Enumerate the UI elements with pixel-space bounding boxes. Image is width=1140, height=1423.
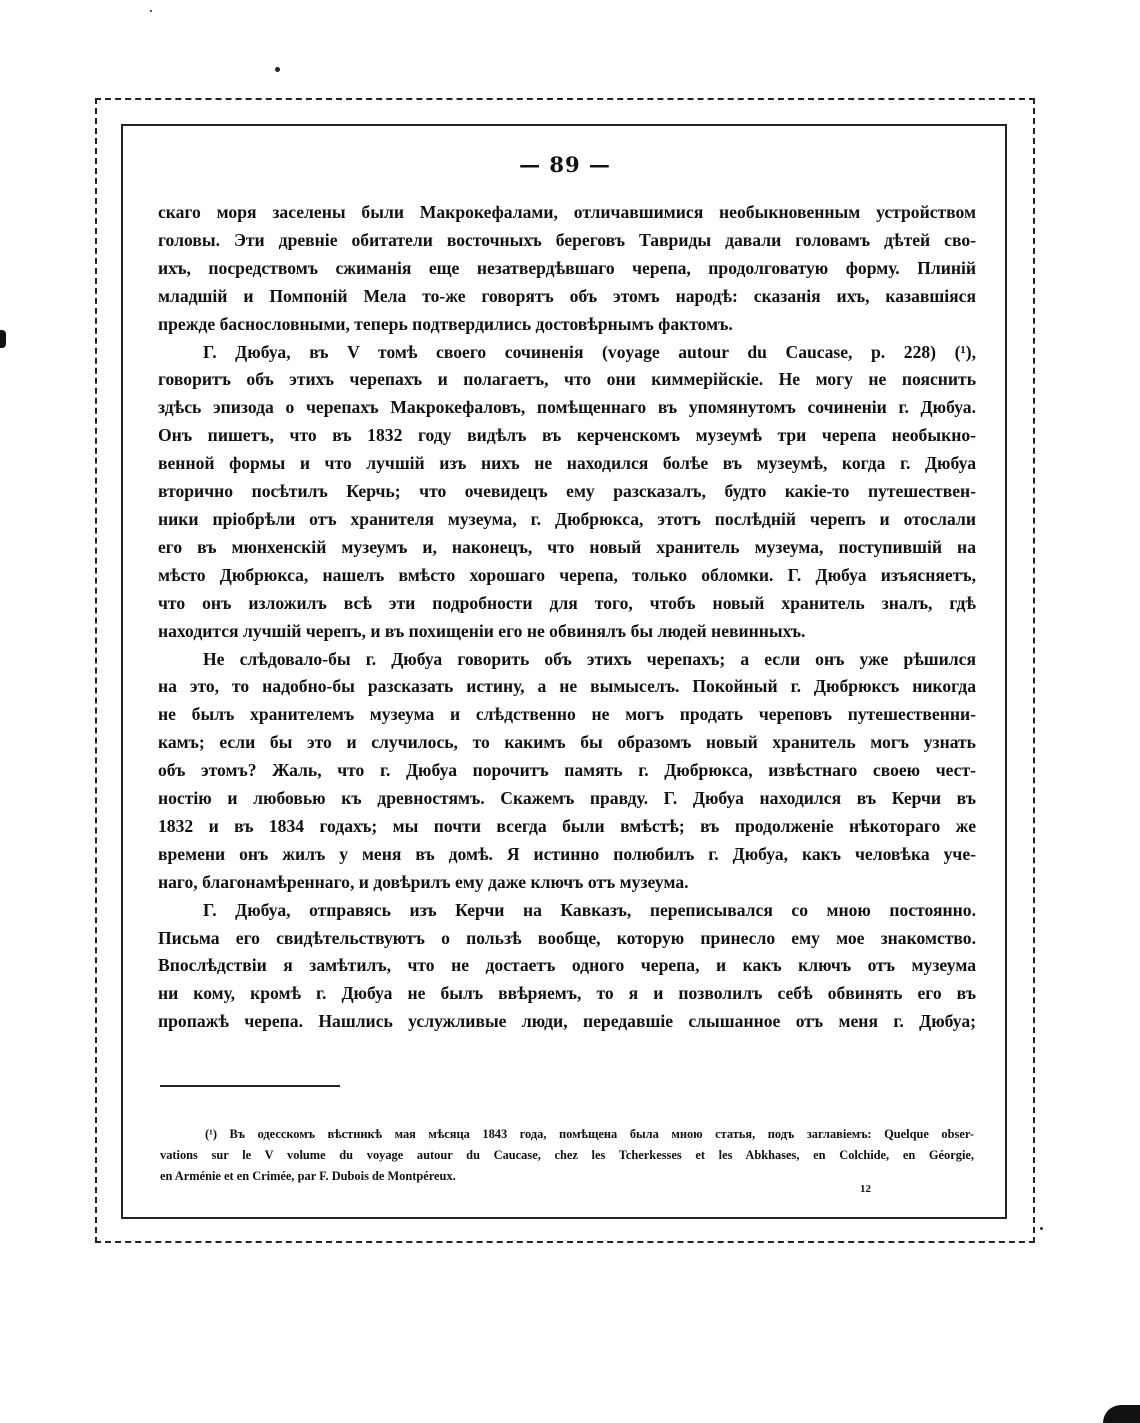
text-line: камъ; если бы это и случилось, то какимъ бы образомъ новый хранитель могъ узнать [158,732,976,753]
text-line: скаго моря заселены были Макрокефалами, отличавшимися необыкновенным устройством [158,202,976,222]
edge-mark [1103,1405,1140,1423]
text-line: на это, то надобно-бы разсказать истину, а не вымыселъ. Покойный г. Дюбрюксъ никогда [158,676,976,697]
text-line: ностію и любовью къ древностямъ. Скажемъ правду. Г. Дюбуа находился въ Керчи въ [158,788,976,809]
scan-speck [275,67,280,72]
paragraph-3 [158,646,976,897]
text-line: не былъ хранителемъ музеума и слѣдственно не могъ продать череповъ путешественни- [158,704,976,725]
text-line: времени онъ жилъ у меня въ домѣ. Я истинно полюбилъ г. Дюбуа, какъ человѣка уче- [158,843,976,864]
text-line: прежде баснословными, теперь подтвердились достовѣрнымъ фактомъ. [158,313,733,334]
signature-mark: 12 [860,1183,871,1195]
text-line: что онъ изложилъ всѣ эти подробности для того, чтобъ новый хранитель зналъ, гдѣ [158,592,976,613]
body-text [158,199,976,1036]
paragraph-2 [158,339,976,646]
text-line: здѣсь эпизода о черепахъ Макрокефаловъ, помѣщеннаго въ упомянутомъ сочиненіи г. Дюбуа. [158,397,976,418]
text-line: 1832 и въ 1834 годахъ; мы почти всегда были вмѣстѣ; въ продолженіе нѣкотораго же [158,815,976,836]
text-line: Г. Дюбуа, отправясь изъ Керчи на Кавказъ, переписывался со мною постоянно. [203,899,976,920]
footnote-line: en Arménie et en Crimée, par F. Dubois de Montpéreux. [160,1169,456,1183]
paragraph-4 [158,897,976,1037]
text-line: его въ мюнхенскій музеумъ и, наконецъ, что новый хранитель музеума, поступившій на [158,536,976,557]
text-line: мѣсто Дюбрюкса, нашелъ вмѣсто хорошаго черепа, только обломки. Г. Дюбуа изъясняетъ, [158,564,976,585]
footnote-line: vations sur le V volume du voyage autour du Caucase, chez les Tcherkesses et les Abkhases, en Colchide, en Géorgie, [160,1148,974,1162]
text-line: ники пріобрѣли отъ хранителя музеума, г. Дюбрюкса, этотъ послѣдній черепъ и отослали [158,508,976,529]
text-line: ни кому, кромѣ г. Дюбуа не былъ ввѣряемъ, то я и позволилъ себѣ обвинять его въ [158,983,976,1004]
text-line: вторично посѣтилъ Керчь; что очевидецъ ему разсказалъ, будто какіе-то путешествен- [158,481,976,502]
footnote-separator [160,1085,340,1087]
text-line: говоритъ объ этихъ черепахъ и полагаетъ, что они киммерійскіе. Не могу не пояснить [158,369,976,390]
text-line: Письма его свидѣтельствуютъ о пользѣ вообще, которую принесло ему мое знакомство. [158,927,976,948]
text-line: пропажѣ черепа. Нашлись услужливые люди, передавшіе слышанное отъ меня г. Дюбуа; [158,1011,976,1032]
text-line: Г. Дюбуа, въ V томѣ своего сочиненія (voyage autour du Caucase, p. 228) (¹), [203,341,976,362]
scan-speck [1040,1227,1043,1230]
footnote [160,1124,974,1187]
text-line: Не слѣдовало-бы г. Дюбуа говорить объ этихъ черепахъ; а если онъ уже рѣшился [203,648,976,669]
text-line: головы. Эти древніе обитатели восточныхъ береговъ Тавриды давали головамъ дѣтей сво- [158,229,976,250]
page-number: — 89 — [519,152,611,177]
text-line: находится лучшій черепъ, и въ похищеніи его не обвинялъ бы людей невинныхъ. [158,620,806,641]
edge-mark [0,330,6,348]
text-line: венной формы и что лучшій изъ нихъ не находился болѣе въ музеумѣ, когда г. Дюбуа [158,453,976,474]
text-line: наго, благонамѣреннаго, и довѣрилъ ему даже ключъ отъ музеума. [158,871,689,892]
text-line: ихъ, посредствомъ сжиманія еще незатвердѣвшаго черепа, продолговатую форму. Плиній [158,257,976,278]
text-line: Впослѣдствіи я замѣтилъ, что не достаетъ одного черепа, и какъ ключъ отъ музеума [158,955,976,976]
text-line: Онъ пишетъ, что въ 1832 году видѣлъ въ керченскомъ музеумѣ три черепа необыкно- [158,425,976,446]
text-line: младшій и Помпоній Мела то-же говорятъ объ этомъ народѣ: сказанія ихъ, казавшіяся [158,285,976,306]
text-line: объ этомъ? Жаль, что г. Дюбуа порочитъ память г. Дюбрюкса, извѣстнаго своею чест- [158,760,976,781]
paragraph-1 [158,199,976,339]
footnote-line: (¹) Въ одесскомъ вѣстникѣ мая мѣсяца 1843 года, помѣщена была мною статья, подъ заглавіемъ: Quelque obser- [205,1127,974,1141]
scan-speck [150,10,152,12]
